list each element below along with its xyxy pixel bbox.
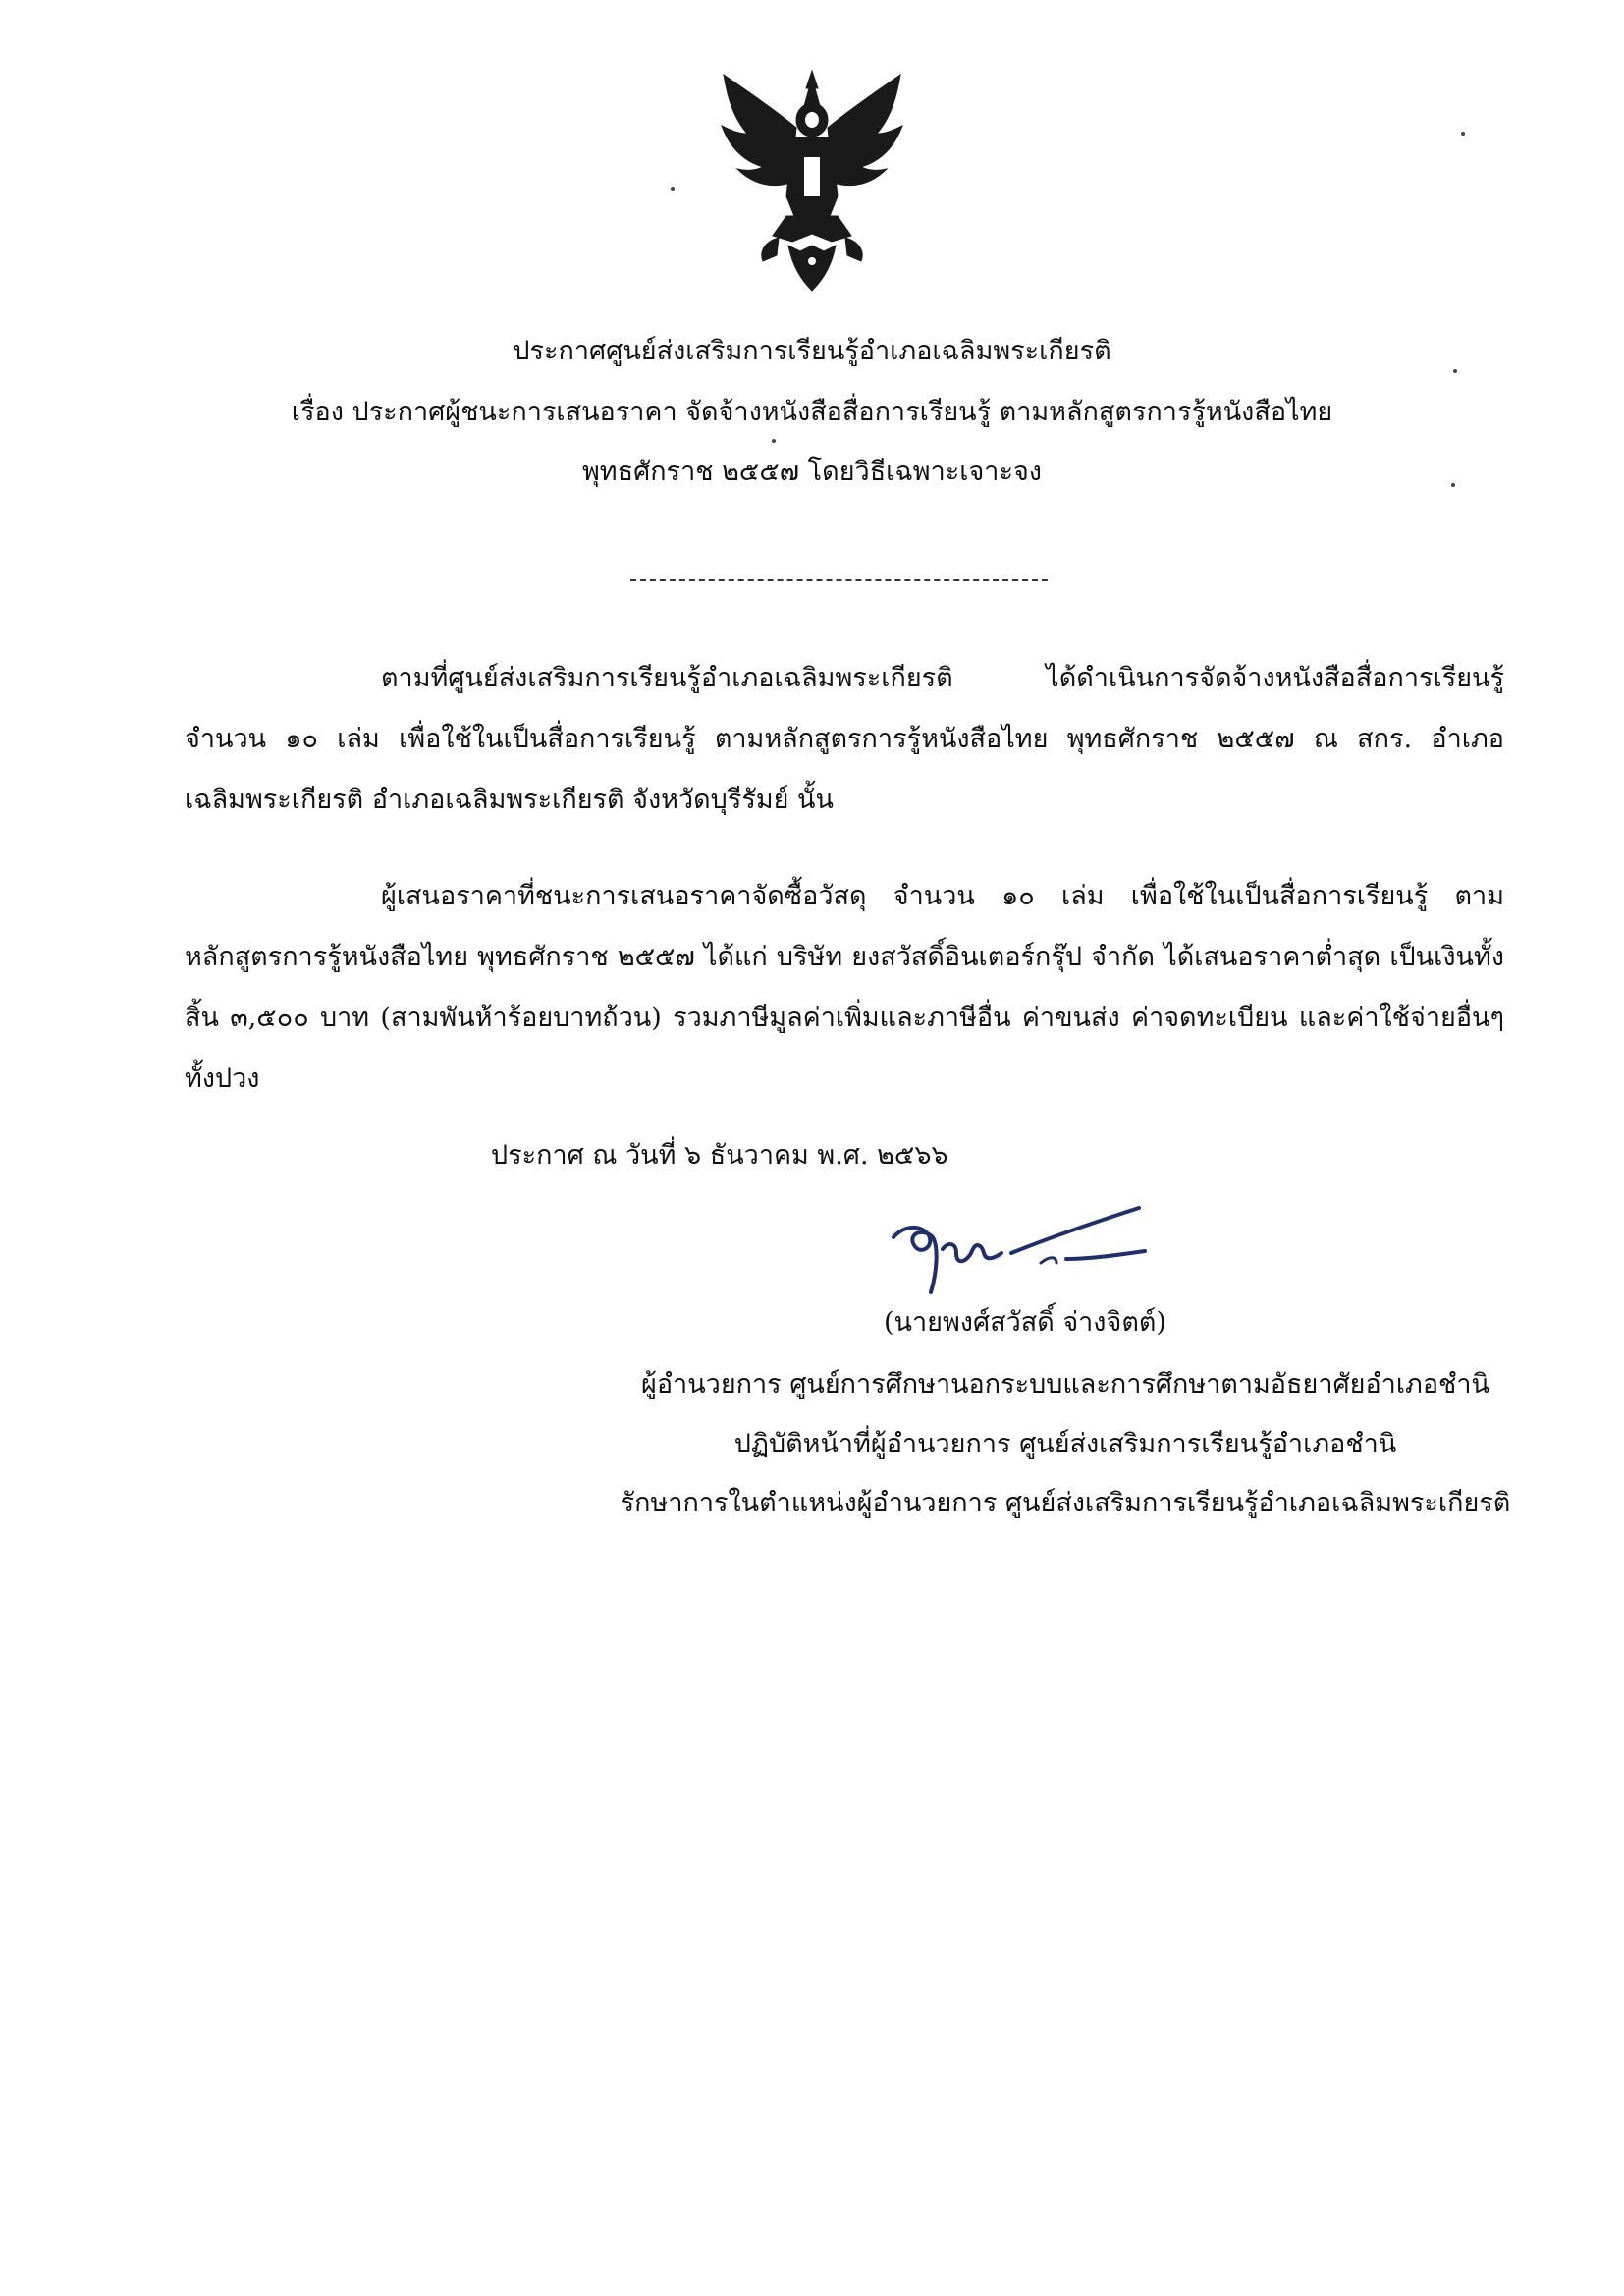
- announcement-date: ประกาศ ณ วันที่ ๖ ธันวาคม พ.ศ. ๒๕๖๖: [491, 1140, 948, 1171]
- announcement-heading: ประกาศศูนย์ส่งเสริมการเรียนรู้อำเภอเฉลิมพระเกียรติ: [513, 336, 1111, 366]
- scan-speck: [671, 187, 675, 191]
- signer-position-2: ปฏิบัติหน้าที่ผู้อำนวยการ ศูนย์ส่งเสริมการเรียนรู้อำเภอชำนิ: [733, 1429, 1397, 1459]
- announcement-subject: เรื่อง ประกาศผู้ชนะการเสนอราคา จัดจ้างหนังสือสื่อการเรียนรู้ ตามหลักสูตรการรู้หนังสือไทย: [291, 397, 1333, 427]
- signer-name: (นายพงศ์สวัสดิ์ จ่างจิตต์): [884, 1307, 1166, 1338]
- garuda-emblem: [714, 69, 910, 300]
- dashed-separator: [630, 579, 1048, 581]
- handwritten-signature: [874, 1198, 1149, 1306]
- body-paragraph-1: ตามที่ศูนย์ส่งเสริมการเรียนรู้อำเภอเฉลิมพระเกียรติ ได้ดำเนินการจัดจ้างหนังสือสื่อการเรียนรู้ จำนวน ๑๐ เล่ม เพื่อใช้ในเป็นสื่อการเรียนรู้ ตามหลักสูตรการรู้หนังสือไทย พุทธศักราช ๒๕๕๗ ณ สกร. อำเภอเฉลิมพระเกียรติ อำเภอเฉลิมพระเกียรติ จังหวัดบุรีรัมย์ นั้น: [185, 663, 1504, 815]
- scan-speck: [1451, 483, 1455, 487]
- signer-position-1: ผู้อำนวยการ ศูนย์การศึกษานอกระบบและการศึกษาตามอัธยาศัยอำเภอชำนิ: [641, 1369, 1489, 1399]
- scan-speck: [1461, 132, 1465, 136]
- scan-speck: [1453, 369, 1457, 373]
- scan-speck: [772, 439, 776, 443]
- signer-position-3: รักษาการในตำแหน่งผู้อำนวยการ ศูนย์ส่งเสริมการเรียนรู้อำเภอเฉลิมพระเกียรติ: [620, 1488, 1511, 1518]
- announcement-subject-year: พุทธศักราช ๒๕๕๗ โดยวิธีเฉพาะเจาะจง: [582, 457, 1042, 487]
- body-paragraph-2: ผู้เสนอราคาที่ชนะการเสนอราคาจัดซื้อวัสดุ จำนวน ๑๐ เล่ม เพื่อใช้ในเป็นสื่อการเรียนรู้ ตามหลักสูตรการรู้หนังสือไทย พุทธศักราช ๒๕๕๗ ได้แก่ บริษัท ยงสวัสดิ์อินเตอร์กรุ๊ป จำกัด ได้เสนอราคาต่ำสุด เป็นเงินทั้งสิ้น ๓,๕๐๐ บาท (สามพันห้าร้อยบาทถ้วน) รวมภาษีมูลค่าเพิ่มและภาษีอื่น ค่าขนส่ง ค่าจดทะเบียน และค่าใช้จ่ายอื่นๆ ทั้งปวง: [185, 881, 1504, 1094]
